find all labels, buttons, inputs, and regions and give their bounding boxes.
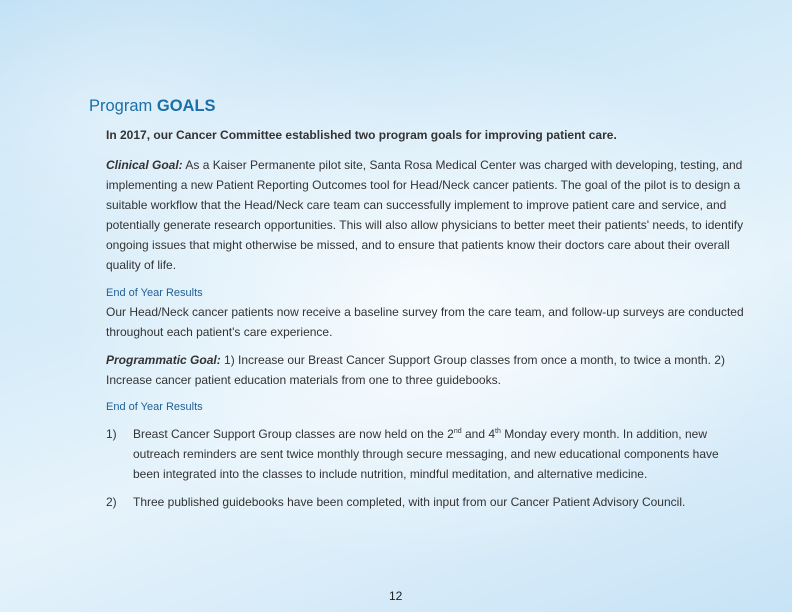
page-number: 12 bbox=[389, 589, 403, 603]
programmatic-goal-paragraph bbox=[106, 350, 746, 390]
clinical-goal-text: As a Kaiser Permanente pilot site, Santa Rosa Medical Center was charged with developing, testing, and implementing a new Patient Reporting Outcomes tool for Head/Neck cancer patients. The goal of the pilot is to design a suitable workflow that the Head/Neck care team can successfully implement to improve patient care and service, and potentially generate research opportunities. This will also allow physicians to better meet their patients' needs, to identify ongoing issues that might otherwise be missed, and to ensure that patients know their doctors care about their overall quality of life. bbox=[106, 158, 744, 272]
programmatic-goal-label: Programmatic Goal: bbox=[106, 353, 221, 367]
result-item-1-number: 1) bbox=[106, 427, 117, 441]
page-title bbox=[89, 97, 216, 116]
clinical-goal-label: Clinical Goal: bbox=[106, 158, 183, 172]
results-heading-1: End of Year Results bbox=[106, 287, 203, 299]
intro-text: In 2017, our Cancer Committee established two program goals for improving patient care. bbox=[106, 128, 617, 142]
result-item-2-text: Three published guidebooks have been completed, with input from our Cancer Patient Advisory Council. bbox=[133, 495, 686, 509]
result-item-1-text: Breast Cancer Support Group classes are now held on the 2nd and 4th Monday every month. In addition, new outreach reminders are sent twice monthly through secure messaging, and new educational components have been integrated into the classes to include nutrition, mindful meditation, and alternative medicine. bbox=[133, 427, 719, 481]
ordinal-suffix: th bbox=[495, 428, 501, 435]
title-emphasis: GOALS bbox=[156, 97, 216, 115]
programmatic-goal-text: 1) Increase our Breast Cancer Support Group classes from once a month, to twice a month. 2) Increase cancer patient education materials from one to three guidebooks. bbox=[106, 353, 725, 387]
clinical-goal-paragraph bbox=[106, 155, 746, 275]
ordinal-suffix: nd bbox=[453, 428, 462, 435]
results-text-1: Our Head/Neck cancer patients now receive a baseline survey from the care team, and follow-up surveys are conducted throughout each patient's care experience. bbox=[106, 305, 744, 339]
result-item-2-number: 2) bbox=[106, 495, 117, 509]
title-prefix: Program bbox=[89, 97, 153, 115]
results-heading-2: End of Year Results bbox=[106, 401, 203, 413]
